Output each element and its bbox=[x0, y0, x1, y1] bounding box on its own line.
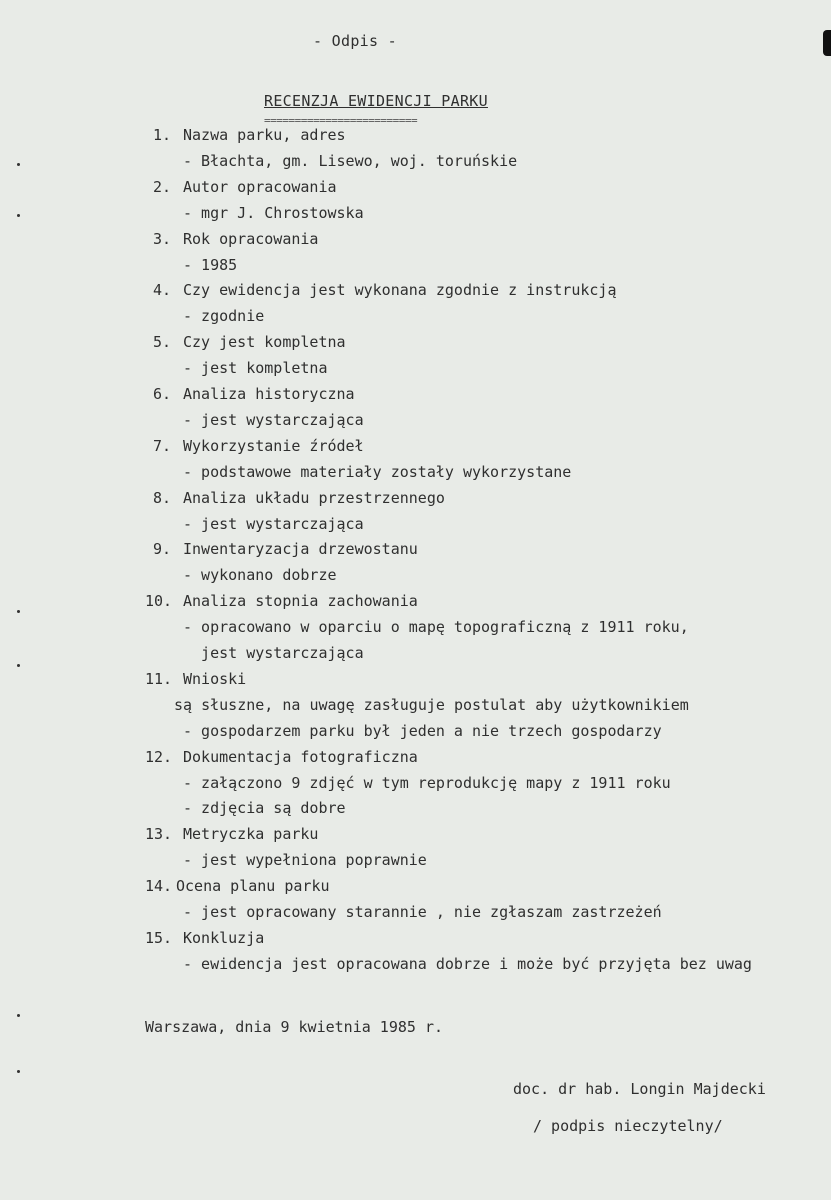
item-number: 8. bbox=[153, 488, 172, 507]
item-detail-line: - mgr J. Chrostowska bbox=[183, 203, 364, 222]
item-title: Konkluzja bbox=[183, 928, 265, 947]
item-detail-line: - zdjęcia są dobre bbox=[183, 799, 346, 818]
item-number: 10. bbox=[145, 592, 173, 611]
item-title: Nazwa parku, adres bbox=[183, 126, 346, 144]
item-title: Analiza historyczna bbox=[183, 385, 355, 403]
item-detail-line: - zgodnie bbox=[183, 307, 265, 326]
item-detail-line: - Błachta, gm. Lisewo, woj. toruńskie bbox=[183, 151, 518, 170]
item-number: 5. bbox=[153, 333, 172, 352]
item-number: 2. bbox=[153, 177, 172, 196]
item-title: Czy jest kompletna bbox=[183, 333, 346, 352]
item-title: Analiza stopnia zachowania bbox=[183, 592, 418, 611]
margin-dot bbox=[17, 1070, 20, 1073]
item-title: Dokumentacja fotograficzna bbox=[183, 747, 418, 766]
signature-note: / podpis nieczytelny/ bbox=[533, 1117, 723, 1135]
item-number: 13. bbox=[145, 825, 173, 844]
item-detail-line: jest wystarczająca bbox=[183, 644, 364, 662]
scan-edge-mark bbox=[823, 30, 831, 56]
item-number: 1. bbox=[153, 126, 172, 144]
margin-dot bbox=[17, 610, 20, 613]
item-detail-line: - 1985 bbox=[183, 255, 238, 274]
item-number: 9. bbox=[153, 540, 172, 559]
item-title: Analiza układu przestrzennego bbox=[183, 488, 445, 507]
item-detail-line: - gospodarzem parku był jeden a nie trzech gospodarzy bbox=[183, 721, 662, 740]
item-title: Wnioski bbox=[183, 669, 247, 688]
item-detail-line: - jest kompletna bbox=[183, 359, 328, 378]
item-number: 15. bbox=[145, 928, 173, 947]
item-number: 6. bbox=[153, 385, 172, 403]
item-number: 7. bbox=[153, 436, 172, 455]
item-detail-line: - podstawowe materiały zostały wykorzystane bbox=[183, 462, 572, 481]
item-number: 3. bbox=[153, 229, 172, 248]
item-title: Inwentaryzacja drzewostanu bbox=[183, 540, 418, 559]
document-header: - Odpis - bbox=[313, 32, 397, 50]
item-title: Rok opracowania bbox=[183, 229, 319, 248]
item-detail-line: - ewidencja jest opracowana dobrze i może być przyjęta bez uwag bbox=[183, 954, 752, 973]
item-detail-line: - opracowano w oparciu o mapę topograficzną z 1911 roku, bbox=[183, 618, 689, 637]
item-detail-line: - jest opracowany starannie , nie zgłaszam zastrzeżeń bbox=[183, 903, 662, 921]
item-number: 12. bbox=[145, 747, 173, 766]
item-title: Ocena planu parku bbox=[176, 877, 330, 896]
signatory-name: doc. dr hab. Longin Majdecki bbox=[513, 1080, 766, 1098]
item-title: Autor opracowania bbox=[183, 177, 337, 196]
item-detail-line: - jest wystarczająca bbox=[183, 410, 364, 429]
item-detail-line: - wykonano dobrze bbox=[183, 566, 337, 585]
item-number: 11. bbox=[145, 669, 173, 688]
margin-dot bbox=[17, 163, 20, 166]
item-detail-line: - jest wystarczająca bbox=[183, 514, 364, 533]
item-detail-line: są słuszne, na uwagę zasługuje postulat aby użytkownikiem bbox=[174, 695, 689, 714]
item-title: Wykorzystanie źródeł bbox=[183, 436, 364, 455]
document-title: RECENZJA EWIDENCJI PARKU bbox=[264, 92, 488, 110]
title-underline-rule: ========================= bbox=[264, 114, 418, 127]
item-number: 4. bbox=[153, 281, 172, 300]
margin-dot bbox=[17, 664, 20, 667]
item-title: Czy ewidencja jest wykonana zgodnie z instrukcją bbox=[183, 281, 617, 300]
item-number: 14. bbox=[145, 877, 173, 896]
item-detail-line: - jest wypełniona poprawnie bbox=[183, 851, 427, 870]
margin-dot bbox=[17, 214, 20, 217]
place-date: Warszawa, dnia 9 kwietnia 1985 r. bbox=[145, 1018, 444, 1036]
item-detail-line: - załączono 9 zdjęć w tym reprodukcję mapy z 1911 roku bbox=[183, 773, 671, 792]
margin-dot bbox=[17, 1014, 20, 1017]
item-title: Metryczka parku bbox=[183, 825, 319, 844]
